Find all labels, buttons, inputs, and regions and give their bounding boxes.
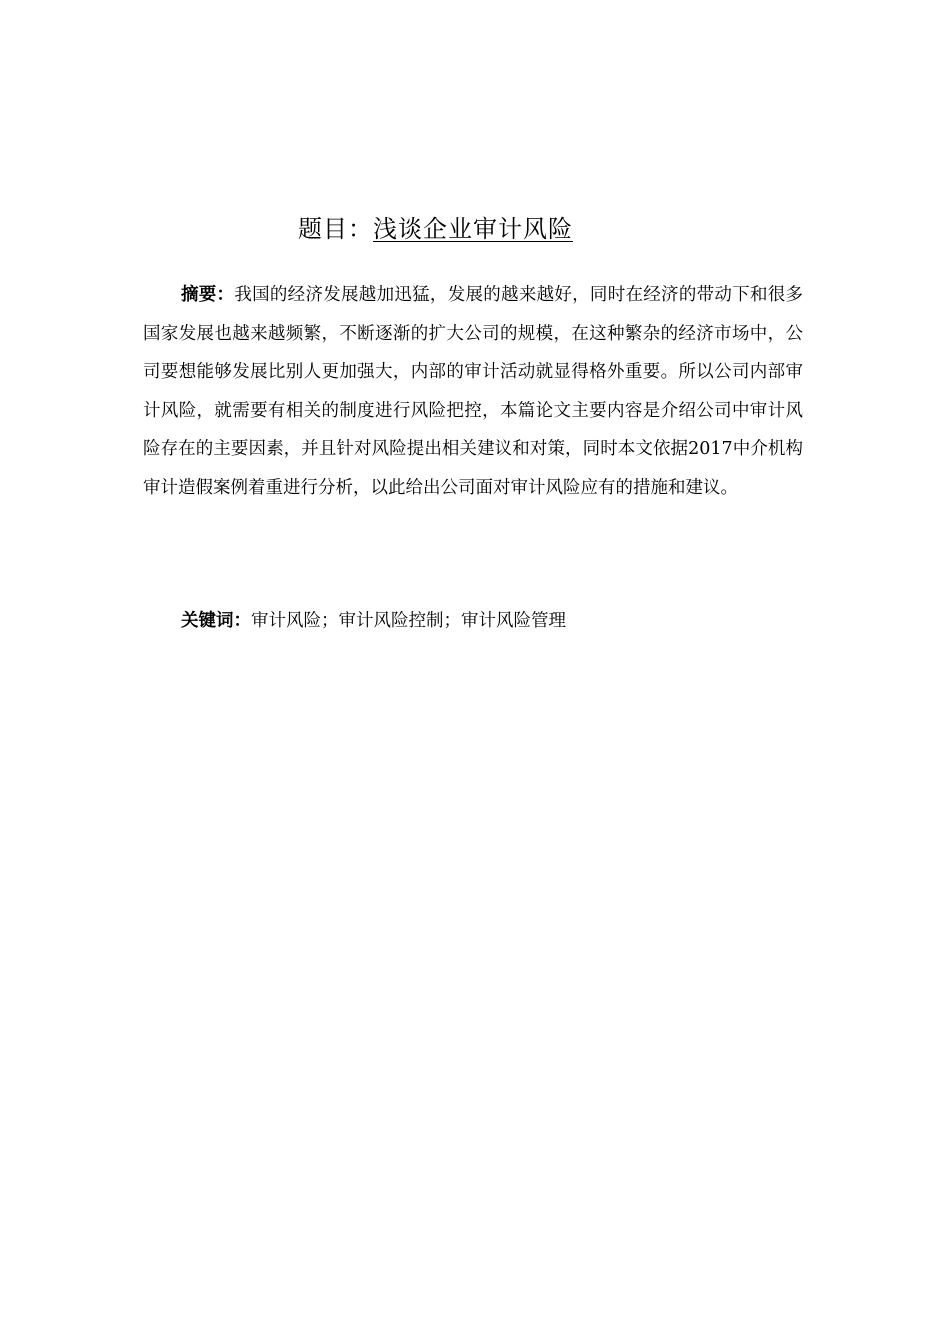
keywords-line [181,602,566,640]
abstract-paragraph [143,276,803,507]
title-label: 题目： [298,215,373,243]
paper-title [298,210,573,248]
abstract-text: 我国的经济发展越加迅猛，发展的越来越好，同时在经济的带动下和很多国家发展也越来越频繁，不断逐渐的扩大公司的规模，在这种繁杂的经济市场中，公司要想能够发展比别人更加强大，内部的审计活动就显得格外重要。所以公司内部审计风险，就需要有相关的制度进行风险把控，本篇论文主要内容是介绍公司中审计风险存在的主要因素，并且针对风险提出相关建议和对策，同时本文依据2017中介机构审计造假案例着重进行分析，以此给出公司面对审计风险应有的措施和建议。 [143,285,804,498]
title-text: 浅谈企业审计风险 [373,215,573,243]
keywords-text: 审计风险；审计风险控制；审计风险管理 [251,611,566,631]
keywords-label: 关键词： [181,611,251,631]
abstract-label: 摘要： [181,285,235,305]
